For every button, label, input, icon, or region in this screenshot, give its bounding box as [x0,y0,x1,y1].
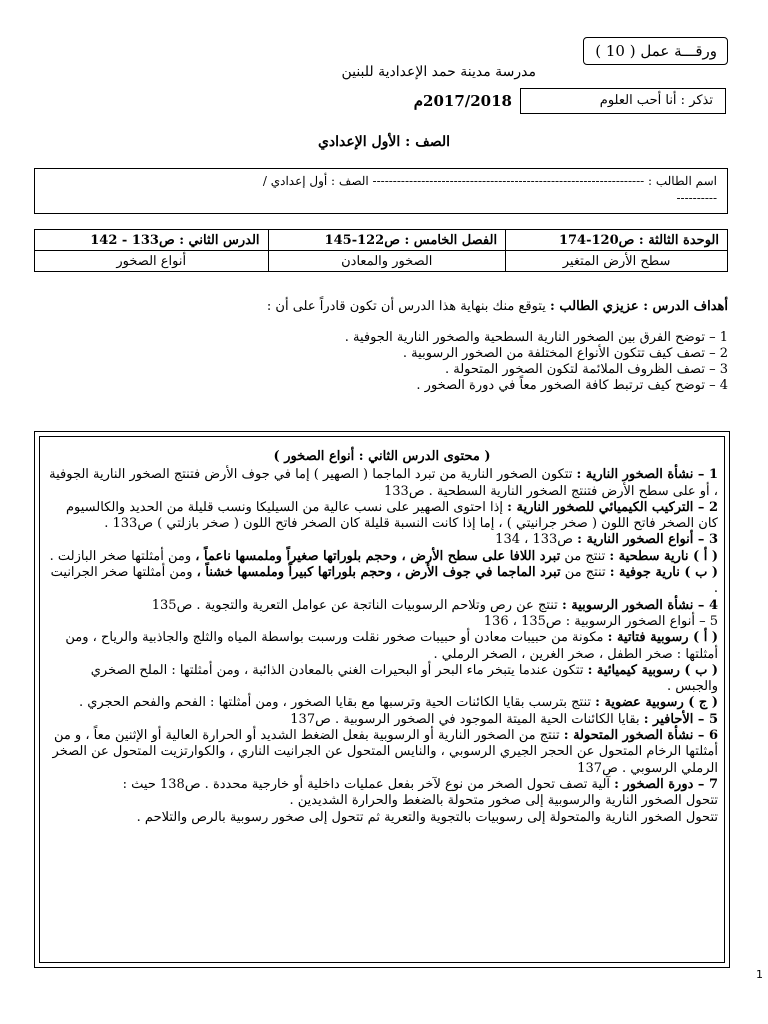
content-paragraph [46,777,718,793]
paragraph-emphasis: تبرد اللافا على سطح الأرض ، وحجم بلوراتها صغيراً وملمسها ناعماً ، [195,548,561,564]
paragraph-text: تنتج من الصخور النارية أو الرسوبية بفعل الضغط الشديد أو الحرارة العالية أو الإثنين معاً ، و من أمثلتها الرخام المتحول عن الحجر الجيري الرسوبي ، والنايس المتحول عن الجرانيت الناري ، والكوارتزيت المتحول عن الصخر الرملي الرسوبي . ص137 [52,728,718,776]
content-paragraph [46,500,718,533]
objective-item: 1 – توضح الفرق بين الصخور النارية السطحية والصخور النارية الجوفية . [344,330,728,345]
paragraph-label: ( ب ) نارية جوفية : [609,565,718,581]
content-paragraph [46,630,718,663]
remember-note-text: تذكر : أنا أحب العلوم [599,93,713,108]
paragraph-text: تنتج من [560,548,610,564]
content-paragraph [46,532,718,548]
paragraph-text: تتكون الصخور النارية من تبرد الماجما ( الصهير ) إما في جوف الأرض فتنتج الصخور النارية الجوفية ، أو على سطح الأرض فتنتج الصخور النارية السطحية . ص133 [49,467,718,499]
chapter-header: الفصل الخامس : ص122-145 [268,230,506,251]
lesson-name: أنواع الصخور [35,251,269,272]
unit-header: الوحدة الثالثة : ص120-174 [506,230,728,251]
worksheet-title [583,37,728,65]
school-name: مدرسة مدينة حمد الإعدادية للبنين [341,64,536,80]
content-paragraph [46,695,718,711]
paragraph-label: ( ب ) رسوبية كيميائية : [587,662,718,678]
paragraph-label: 1 – نشأة الصخور النارية : [576,467,718,483]
paragraph-text: إذا احتوى الصهير على نسب عالية من السيليكا ونسب قليلة من الحديد والكالسيوم كان الصخر فاتح اللون ( صخر جرانيتي ) ، إما إذا كانت النسبة قليلة كان الصخر فاتح اللون ( صخر بازلتي ) ص133 . [65,499,718,532]
lesson-content [39,436,725,963]
content-title: ( محتوى الدرس الثاني : أنواع الصخور ) [273,449,491,464]
objective-item: 2 – تصف كيف تتكون الأنواع المختلفة من الصخور الرسوبية . [402,346,728,361]
lesson-objectives [34,298,728,394]
paragraph-text: تتحول الصخور النارية والرسوبية إلى صخور متحولة بالضغط والحرارة الشديدين . [289,793,718,809]
paragraph-text: تنتج بترسب بقايا الكائنات الحية وترسبها مع بقايا الصخور ، ومن أمثلتها : الفحم والفحم الحجري . [79,695,596,711]
content-paragraph [46,712,718,728]
paragraph-text: آلية تصف تحول الصخر من نوع لآخر بفعل عمليات داخلية أو خارجية محددة . ص138 حيث : [122,776,615,792]
paragraph-label: 7 – دورة الصخور : [614,776,718,792]
content-paragraph [46,614,718,630]
objectives-lead-text: يتوقع منك بنهاية هذا الدرس أن تكون قادراً على أن : [266,299,551,314]
lesson-header: الدرس الثاني : ص133 - 142 [35,230,269,251]
paragraph-text: 5 – أنواع الصخور الرسوبية : ص135 ، 136 [483,613,718,629]
paragraph-text: بقايا الكائنات الحية الميتة الموجود في الصخور الرسوبية . ص137 [290,711,644,727]
chapter-name: الصخور والمعادن [268,251,506,272]
paragraph-label: ( أ ) رسوبية فتاتية : [607,630,718,646]
content-paragraph [46,810,718,826]
objective-item: 4 – توضح كيف ترتبط كافة الصخور معاً في دورة الصخور . [416,378,728,393]
paragraph-label: 6 – نشأة الصخور المتحولة : [563,728,718,744]
paragraph-label: 4 – نشأة الصخور الرسوبية : [561,597,718,613]
student-info-box [34,168,728,214]
paragraph-text: تتكون عندما يتبخر ماء البحر أو البحيرات الغني بالمعادن الذائبة ، ومن أمثلتها : الملح الصخري والجبس . [90,662,718,695]
paragraph-label: 5 – الأحافير : [643,711,718,727]
content-paragraph [46,565,718,598]
paragraph-emphasis: تبرد الماجما في جوف الأرض ، وحجم بلوراتها كبيراً وملمسها خشناً ، [196,565,561,581]
units-table-name-row [35,251,728,272]
content-paragraph [46,598,718,614]
paragraph-label: ( ج ) رسوبية عضوية : [595,695,718,711]
student-dash-line: ---------- [676,191,717,205]
units-table-header-row [35,230,728,251]
content-paragraph [46,549,718,565]
grade-title: الصف : الأول الإعدادي [317,134,451,150]
paragraph-text: مكونة من حبيبات معادن أو حبيبات صخور نقلت ورسبت بواسطة المياه والثلج والجاذبية والرياح ، ومن أمثلتها : صخر الطفل ، صخر الغرين ، الصخر الرملي . [65,630,718,662]
objective-item: 3 – تصف الظروف الملائمة لتكون الصخور المتحولة . [444,362,728,377]
objectives-list [34,330,728,394]
content-paragraph [46,793,718,809]
content-paragraph [46,467,718,500]
lesson-content-box [34,431,730,968]
objectives-lead [34,298,728,316]
remember-note [520,88,726,114]
paragraph-text: ص133 ، 134 [495,532,578,548]
paragraph-text: تنتج عن رص وتلاحم الرسوبيات الناتجة عن عوامل التعرية والتجوية . ص135 [151,597,562,613]
paragraph-text: تتحول الصخور النارية والمتحولة إلى رسوبيات بالتجوية والتعرية ثم تتحول إلى صخور رسوبية بالرص والتلاحم . [136,809,718,825]
content-paragraph [46,663,718,696]
paragraph-label: 2 – التركيب الكيميائي للصخور النارية : [507,499,718,515]
page-number: 1 [756,968,763,981]
school-year: 2017/2018م [413,92,512,110]
content-paragraph [46,728,718,777]
worksheet-title-text: ورقـــة عمل ( 10 ) [595,42,717,60]
objectives-lead-label: أهداف الدرس : عزيزي الطالب : [550,299,728,314]
units-table [34,229,728,272]
paragraph-text: ومن أمثلتها صخر البازلت . [49,548,196,564]
paragraph-label: ( أ ) نارية سطحية : [609,548,718,564]
paragraph-text: تنتج من [560,565,610,581]
student-name-line: اسم الطالب : ------------------------------------------------------------------- الصف : أول إعدادي / [262,174,717,188]
paragraph-text: ومن أمثلتها صخر الجرانيت . [50,565,718,597]
unit-name: سطح الأرض المتغير [506,251,728,272]
paragraph-label: 3 – أنواع الصخور النارية : [577,532,718,548]
